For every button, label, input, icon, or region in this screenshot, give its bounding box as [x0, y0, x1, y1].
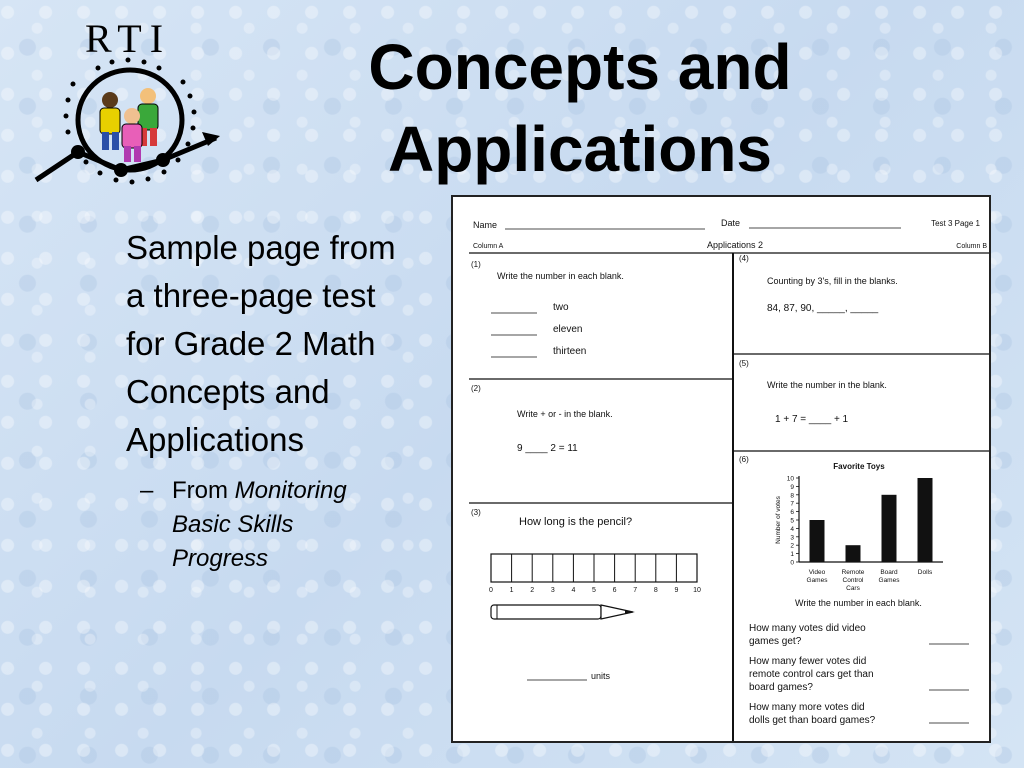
y-tick-label: 5	[790, 517, 794, 525]
bullet-text: Sample page from a three-page test for Grade 2 Math Concepts and Applications	[126, 229, 396, 458]
x-category-label: Remote	[841, 569, 865, 576]
bar	[882, 495, 897, 562]
ruler-label: 1	[509, 587, 514, 594]
q6-question-line: How many votes did video	[749, 623, 866, 634]
sub-bullet-source: Monitoring Basic Skills Progress	[172, 477, 347, 572]
slide-title	[300, 26, 860, 190]
q5-number: (5)	[739, 359, 749, 368]
q6-question-2	[749, 656, 874, 693]
y-tick-label: 1	[790, 551, 794, 559]
ruler-label: 4	[571, 587, 576, 594]
ruler-label: 8	[653, 587, 658, 594]
q4-instruction: Counting by 3's, fill in the blanks.	[767, 276, 898, 286]
q5-equation: 1 + 7 = ____ + 1	[775, 414, 849, 425]
children-illustration	[100, 88, 158, 162]
worksheet-heading: Applications 2	[706, 240, 764, 250]
q6-question-1	[749, 623, 866, 647]
q1-item-2: eleven	[553, 324, 583, 335]
q6-question-line: remote control cars get than	[749, 669, 874, 680]
y-tick-label: 2	[790, 542, 794, 550]
q6-question-line: How many more votes did	[749, 702, 865, 713]
q1-instruction: Write the number in each blank.	[497, 271, 624, 281]
q2-equation: 9 ____ 2 = 11	[517, 443, 578, 454]
logo-text: RTI	[84, 16, 172, 61]
q6-question-line: dolls get than board games?	[749, 715, 876, 726]
q4-number: (4)	[739, 254, 749, 263]
x-category-label: Control	[842, 577, 864, 584]
dash-marker: –	[140, 477, 154, 504]
bullet-list	[126, 224, 396, 576]
y-tick-label: 6	[790, 509, 794, 517]
q1-item-3: thirteen	[553, 346, 587, 357]
q2-instruction: Write + or - in the blank.	[517, 409, 613, 419]
rti-logo	[28, 12, 228, 197]
test-label: Test 3 Page 1	[931, 219, 980, 228]
ruler-label: 9	[674, 587, 679, 594]
ruler	[489, 554, 701, 594]
sub-bullet	[140, 474, 396, 576]
bar	[846, 545, 861, 562]
favorite-toys-chart	[775, 462, 943, 592]
ruler-label: 6	[612, 587, 617, 594]
bar	[918, 478, 933, 562]
q6-questions	[749, 623, 969, 726]
y-tick-label: 7	[790, 500, 794, 508]
x-category-label: Dolls	[917, 569, 933, 576]
ruler-label: 10	[693, 587, 701, 594]
bar	[810, 520, 825, 562]
q1-number: (1)	[471, 260, 481, 269]
y-tick-label: 0	[790, 559, 794, 567]
y-tick-label: 3	[790, 534, 794, 542]
name-label: Name	[473, 220, 498, 230]
q6-question-line: games get?	[749, 636, 802, 647]
x-category-label: Games	[878, 577, 900, 584]
ruler-label: 3	[550, 587, 555, 594]
q6-question-line: board games?	[749, 682, 813, 693]
x-category-label: Cars	[846, 585, 860, 592]
q4-sequence: 84, 87, 90, _____, _____	[767, 303, 879, 314]
q6-number: (6)	[739, 455, 749, 464]
ruler-label: 0	[489, 587, 493, 594]
worksheet-image	[451, 195, 991, 743]
y-tick-label: 9	[790, 483, 794, 491]
column-a-label: Column A	[473, 243, 504, 250]
x-category-label: Board	[880, 569, 898, 576]
q6-question-line: How many fewer votes did	[749, 656, 867, 667]
title-line-2: Applications	[387, 113, 773, 185]
chart-title: Favorite Toys	[833, 462, 885, 471]
q3-instruction: How long is the pencil?	[519, 516, 633, 528]
y-tick-label: 8	[790, 492, 794, 500]
ruler-label: 7	[633, 587, 638, 594]
column-b-label: Column B	[956, 243, 987, 250]
y-tick-label: 4	[790, 525, 794, 533]
date-label: Date	[721, 218, 741, 228]
ruler-label: 2	[530, 587, 535, 594]
x-category-label: Games	[806, 577, 828, 584]
sub-bullet-text	[172, 474, 396, 576]
worksheet-svg	[453, 197, 989, 741]
title-line-1: Concepts and	[368, 31, 792, 103]
q5-instruction: Write the number in the blank.	[767, 380, 887, 390]
q6-question-3	[749, 702, 876, 726]
x-category-label: Video	[808, 569, 826, 576]
q1-item-1: two	[553, 302, 569, 313]
q3-units: units	[591, 671, 611, 681]
pencil-icon	[491, 605, 635, 619]
ruler-label: 5	[592, 587, 596, 594]
y-tick-label: 10	[786, 475, 794, 483]
chart-ylabel: Number of votes	[775, 496, 782, 544]
q2-number: (2)	[471, 384, 481, 393]
q6-instruction: Write the number in each blank.	[795, 598, 922, 608]
q3-number: (3)	[471, 508, 481, 517]
sub-bullet-prefix: From	[172, 477, 235, 504]
